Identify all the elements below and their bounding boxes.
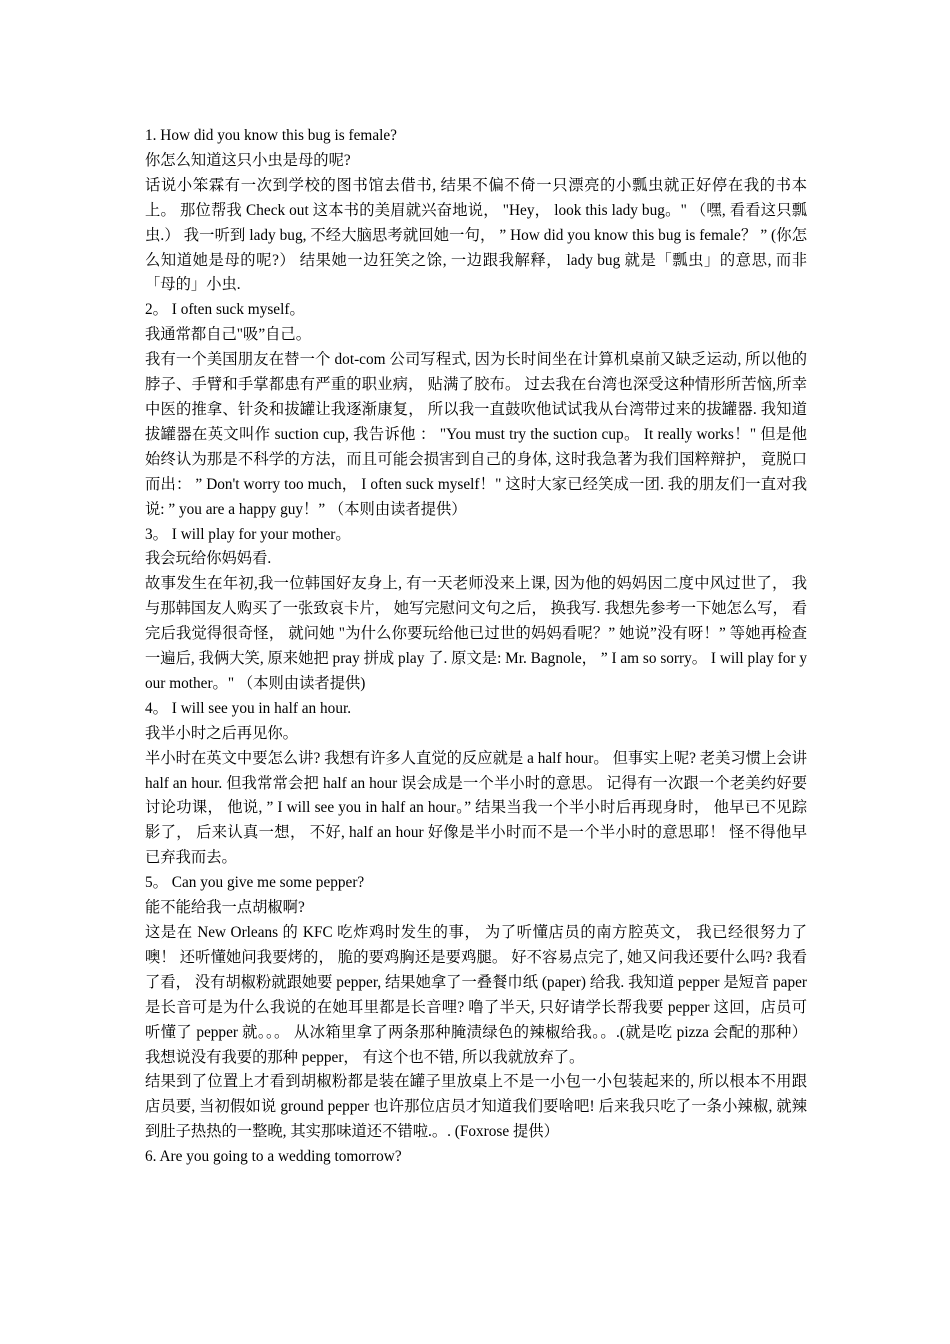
item-4-story: 半小时在英文中要怎么讲? 我想有许多人直觉的反应就是 a half hour。 但事实上呢? 老美习惯上会讲 half an hour. 但我常常会把 half an hour 误会成是一个半小时的意思。 记得有一次跟一个老美约好要讨论功课， 他说, ” I will see you in half an hour。” 结果当我一个半小时后再现身时， 他早已不见踪影了， 后来认真一想， 不好, half an hour 好像是半小时而不是一个半小时的意思耶！ 怪不得他早已弃我而去。 (145, 749, 807, 867)
item-3-translation: 我会玩给你妈妈看. (145, 550, 272, 568)
document-body (145, 124, 807, 1170)
item-1-story: 话说小笨霖有一次到学校的图书馆去借书, 结果不偏不倚一只漂亮的小瓢虫就正好停在我的书本上。 那位帮我 Check out 这本书的美眉就兴奋地说， "Hey， look this lady bug。" （嘿, 看看这只瓢虫.） 我一听到 lady bug, 不经大脑思考就回她一句， ” How did you know this bug is female？ ” (你怎么知道她是母的呢?） 结果她一边狂笑之馀, 一边跟我解释， lady bug 就是「瓢虫」的意思, 而非「母的」小虫. (145, 176, 807, 294)
item-5-heading: 5。 Can you give me some pepper? (145, 874, 365, 892)
item-6-heading: 6. Are you going to a wedding tomorrow? (145, 1148, 402, 1166)
item-5-story-continued: 结果到了位置上才看到胡椒粉都是装在罐子里放桌上不是一小包一小包装起来的, 所以根本不用跟店员要, 当初假如说 ground pepper 也许那位店员才知道我们要啥吧! 后来我只吃了一条小辣椒, 就辣到肚子热热的一整晚, 其实那味道还不错啦.。. (Foxrose 提供） (145, 1073, 807, 1141)
item-4-heading: 4。 I will see you in half an hour. (145, 699, 352, 717)
item-2-translation: 我通常都自己"吸”自己。 (145, 326, 312, 344)
item-3-story: 故事发生在年初,我一位韩国好友身上, 有一天老师没来上课, 因为他的妈妈因二度中风过世了， 我与那韩国友人购买了一张致哀卡片， 她写完慰问文句之后， 换我写. 我想先参考一下她怎么写， 看完后我觉得很奇怪， 就问她 "为什么你要玩给他已过世的妈妈看呢？” 她说”没有呀！” 等她再检查一遍后, 我俩大笑, 原来她把 pray 拼成 play 了. 原文是: Mr. Bagnole， ” I am so sorry。 I will play for your mother。" （本则由读者提供) (145, 575, 807, 692)
item-1-heading: 1. How did you know this bug is female? (145, 127, 397, 144)
item-2-story: 我有一个美国朋友在替一个 dot-com 公司写程式, 因为长时间坐在计算机桌前又缺乏运动, 所以他的脖子、手臂和手掌都患有严重的职业病， 贴满了胶布。 过去我在台湾也深受这种情形所苦恼,所幸中医的推拿、针灸和拔罐让我逐渐康复， 所以我一直鼓吹他试试我从台湾带过来的拔罐器. 我知道拔罐器在英文叫作 suction cup, 我告诉他 ： "You must try the suction cup。 It really works！" 但是他始终认为那是不科学的方法，而且可能会损害到自己的身体, 这时我急著为我们国粹辩护， 竟脱口而出： ” Don't worry too much， I often suck myself！" 这时大家已经笑成一团. 我的朋友们一直对我说: ” you are a happy guy！” （本则由读者提供） (145, 351, 807, 518)
item-3-heading: 3。 I will play for your mother。 (145, 525, 351, 543)
item-5-translation: 能不能给我一点胡椒啊? (145, 899, 305, 917)
item-5-story: 这是在 New Orleans 的 KFC 吃炸鸡时发生的事， 为了听懂店员的南方腔英文， 我已经很努力了噢！ 还听懂她问我要烤的， 脆的要鸡胸还是要鸡腿。 好不容易点完了, 她又问我还要什么吗? 我看了看， 没有胡椒粉就跟她要 pepper, 结果她拿了一叠餐巾纸 (paper) 给我. 我知道 pepper 是短音 paper 是长音可是为什么我说的在她耳里都是长音哩? 噜了半天, 只好请学长帮我要 pepper 这回，店员可听懂了 pepper 就。。。 从冰箱里拿了两条那种腌渍绿色的辣椒给我。。.(就是吃 pizza 会配的那种） 我想说没有我要的那种 pepper， 有这个也不错, 所以我就放弃了。 (145, 924, 807, 1066)
item-2-heading: 2。 I often suck myself。 (145, 301, 305, 319)
item-4-translation: 我半小时之后再见你。 (145, 724, 298, 742)
item-1-translation: 你怎么知道这只小虫是母的呢? (145, 151, 351, 169)
